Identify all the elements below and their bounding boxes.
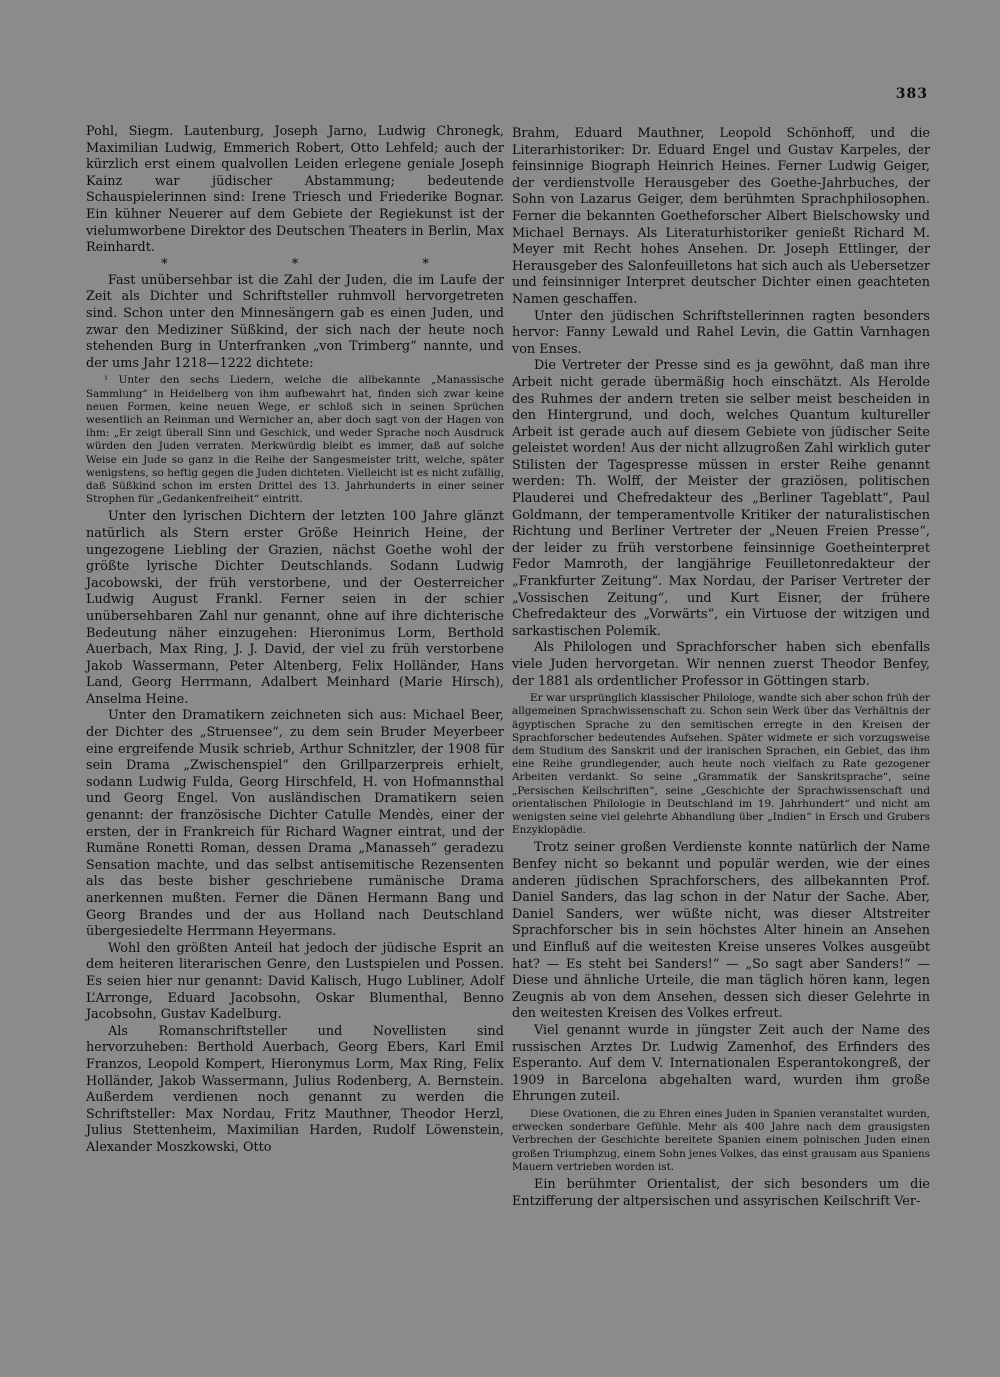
paragraph: Unter den jüdischen Schriftstellerinnen ragten besonders hervor: Fanny Lewald und Rahel Levin, die Gattin Varnhagen von Enses. (512, 308, 930, 357)
right-column (512, 126, 930, 1210)
paragraph: Trotz seiner großen Verdienste konnte natürlich der Name Benfey nicht so bekannt und populär werden, wie der eines anderen jüdischen Sprachforschers, des allbekannten Prof. Daniel Sanders, das lag schon in der Natur der Sache. Aber, Daniel Sanders, wer wüßte nicht, was dieser Altstreiter Sprachforscher bis in sein höchstes Alter hinein an Ansehen und Einfluß auf die weitesten Kreise unseres Volkes ausgeübt hat? — Es steht bei Sanders!“ — „So sagt aber Sanders!“ — Diese und ähnliche Urteile, die man täglich hören kann, legen Zeugnis ab von dem Ansehen, dessen sich dieser Gelehrte in den weitesten Kreisen des Volkes erfreut. (512, 840, 930, 1022)
paragraph: Viel genannt wurde in jüngster Zeit auch der Name des russischen Arztes Dr. Ludwig Zamenhof, des Erfinders des Esperanto. Auf dem V. Internationalen Esperantokongreß, der 1909 in Barcelona abgehalten ward, wurden ihm große Ehrungen zuteil. (512, 1022, 930, 1105)
paragraph: Die Vertreter der Presse sind es ja gewöhnt, daß man ihre Arbeit nicht gerade übermäßig hoch einschätzt. Als Herolde des Ruhmes der andern treten sie selber meist bescheiden in den Hintergrund, und doch, welches Quantum kultureller Arbeit ist gerade auch auf diesem Gebiete von jüdischer Seite geleistet worden! Aus der nicht allzugroßen Zahl wirklich guter Stilisten der Tagespresse müssen in erster Reihe genannt werden: Th. Wolff, der Meister der graziösen, politischen Plauderei und Chefredakteur des „Berliner Tageblatt“, Paul Goldmann, der temperamentvolle Kritiker der naturalistischen Richtung und Berliner Vertreter der „Neuen Freien Presse“, der leider zu früh verstorbene feinsinnige Goetheinterpret Fedor Mamroth, der langjährige Feuilletonredakteur der „Frankfurter Zeitung“. Max Nordau, der Pariser Vertreter der „Vossischen Zeitung“, und Kurt Eisner, der frühere Chefredakteur des „Vorwärts“, ein Virtuose der witzigen und sarkastischen Polemik. (512, 358, 930, 639)
section-separator: * * * (161, 256, 489, 272)
paragraph: Pohl, Siegm. Lautenburg, Joseph Jarno, Ludwig Chronegk, Maximilian Ludwig, Emmerich Robert, Otto Lehfeld; auch der kürzlich erst einem qualvollen Leiden erlegene geniale Joseph Kainz war jüdischer Abstammung; bedeutende Schauspielerinnen sind: Irene Triesch und Friederike Bognar. Ein kühner Neuerer auf dem Gebiete der Regiekunst ist der vielumworbene Direktor des Deutschen Theaters in Berlin, Max Reinhardt. (86, 124, 504, 256)
paragraph: Unter den Dramatikern zeichneten sich aus: Michael Beer, der Dichter des „Struensee“, zu dem sein Bruder Meyerbeer eine ergreifende Musik schrieb, Arthur Schnitzler, der 1908 für sein Drama „Zwischenspiel“ den Grillparzerpreis erhielt, sodann Ludwig Fulda, Georg Hirschfeld, H. von Hofmannsthal und Georg Engel. Von ausländischen Dramatikern seien genannt: der französische Dichter Catulle Mendès, einer der ersten, der in Frankreich für Richard Wagner eintrat, und der Rumäne Ronetti Roman, dessen Drama „Manasseh“ geradezu Sensation machte, und das selbst antisemitische Rezensenten als das beste bisher geschriebene rumänische Drama anerkennen mußten. Ferner die Dänen Hermann Bang und Georg Brandes und der aus Holland nach Deutschland übergesiedelte Herrmann Heyermans. (86, 708, 504, 940)
page-number: 383 (895, 86, 928, 102)
footnote: ¹ Unter den sechs Liedern, welche die allbekannte „Manassische Sammlung“ in Heidelberg von ihm aufbewahrt hat, finden sich zwar keine neuen Formen, keine neuen Wege, er schloß sich in seinen Sprüchen wesentlich an Reinman und Wernicher an, aber doch sagt von der Hagen von ihm: „Er zeigt überall Sinn und Geschick, und weder Sprache noch Ausdruck würden den Juden verraten. Merkwürdig bleibt es immer, daß auf solche Weise ein Jude so ganz in die Reihe der Sangesmeister tritt, welche, später wenigstens, so heftig gegen die Juden dichteten. Vielleicht ist es nicht zufällig, daß Süßkind schon im ersten Drittel des 13. Jahrhunderts in einer seiner Strophen für „Gedankenfreiheit“ eintritt. (86, 374, 504, 506)
paragraph: Unter den lyrischen Dichtern der letzten 100 Jahre glänzt natürlich als Stern erster Größe Heinrich Heine, der ungezogene Liebling der Grazien, nächst Goethe wohl der größte lyrische Dichter Deutschlands. Sodann Ludwig Jacobowski, der früh verstorbene, und der Oesterreicher Ludwig August Frankl. Ferner seien in der schier unübersehbaren Zahl nur genannt, ohne auf ihre dichterische Bedeutung näher einzugehen: Hieronimus Lorm, Berthold Auerbach, Max Ring, J. J. David, der viel zu früh verstorbene Jakob Wassermann, Peter Altenberg, Felix Holländer, Hans Land, Georg Herrmann, Adalbert Meinhard (Marie Hirsch), Anselma Heine. (86, 509, 504, 707)
paragraph: Wohl den größten Anteil hat jedoch der jüdische Esprit an dem heiteren literarischen Genre, den Lustspielen und Possen. Es seien hier nur genannt: David Kalisch, Hugo Lubliner, Adolf L’Arronge, Eduard Jacobsohn, Oskar Blumenthal, Benno Jacobsohn, Gustav Kadelburg. (86, 940, 504, 1023)
paragraph: Ein berühmter Orientalist, der sich besonders um die Entzifferung der altpersischen und assyrischen Keilschrift Ver- (512, 1176, 930, 1209)
paragraph: Als Philologen und Sprachforscher haben sich ebenfalls viele Juden hervorgetan. Wir nennen zuerst Theodor Benfey, der 1881 als ordentlicher Professor in Göttingen starb. (512, 640, 930, 689)
left-column (86, 124, 504, 1157)
footnote: Er war ursprünglich klassischer Philologe, wandte sich aber schon früh der allgemeinen Sprachwissenschaft zu. Schon sein Werk über das Verhältnis der ägyptischen Sprache zu den semitischen erregte in den Kreisen der Sprachforscher bedeutendes Aufsehen. Später widmete er sich vorzugsweise dem Studium des Sanskrit und der iranischen Sprachen, ein Gebiet, das ihm eine Reihe grundlegender, auch heute noch vielfach zu Rate gezogener Arbeiten verdankt. So seine „Grammatik der Sanskritsprache“, seine „Persischen Keilschriften“, seine „Geschichte der Sprachwissenschaft und orientalischen Philologie in Deutschland im 19. Jahrhundert“ und nicht am wenigsten seine viel gelehrte Abhandlung über „Indien“ in Ersch und Grubers Enzyklopädie. (512, 692, 930, 837)
paragraph: Als Romanschriftsteller und Novellisten sind hervorzuheben: Berthold Auerbach, Georg Ebers, Karl Emil Franzos, Leopold Kompert, Hieronymus Lorm, Max Ring, Felix Holländer, Jakob Wassermann, Julius Rodenberg, A. Bernstein. Außerdem verdienen noch genannt zu werden die Schriftsteller: Max Nordau, Fritz Mauthner, Theodor Herzl, Julius Stettenheim, Maximilian Harden, Rudolf Löwenstein, Alexander Moszkowski, Otto (86, 1023, 504, 1155)
footnote: Diese Ovationen, die zu Ehren eines Juden in Spanien veranstaltet wurden, erwecken sonderbare Gefühle. Mehr als 400 Jahre nach dem grausigsten Verbrechen der Geschichte bereitete Spanien einem polnischen Juden einen großen Triumphzug, einem Sohn jenes Volkes, das einst grausam aus Spaniens Mauern vertrieben worden ist. (512, 1107, 930, 1173)
paragraph: Fast unübersehbar ist die Zahl der Juden, die im Laufe der Zeit als Dichter und Schriftsteller ruhmvoll hervorgetreten sind. Schon unter den Minnesängern gab es einen Juden, und zwar den Mediziner Süßkind, der sich nach der heute noch stehenden Burg in Unterfranken „von Trimberg“ nannte, und der ums Jahr 1218—1222 dichtete: (86, 272, 504, 371)
paragraph: Brahm, Eduard Mauthner, Leopold Schönhoff, und die Literarhistoriker: Dr. Eduard Engel und Gustav Karpeles, der feinsinnige Biograph Heinrich Heines. Ferner Ludwig Geiger, der verdienstvolle Herausgeber des Goethe-Jahrbuches, der Sohn von Lazarus Geiger, dem berühmten Sprachphilosophen. Ferner die bekannten Goetheforscher Albert Bielschowsky und Michael Bernays. Als Literaturhistoriker genießt Richard M. Meyer mit Recht hohes Ansehen. Dr. Joseph Ettlinger, der Herausgeber des Salonfeuilletons hat sich auch als Uebersetzer und feinsinniger Interpret deutscher Dichter einen geachteten Namen geschaffen. (512, 126, 930, 307)
